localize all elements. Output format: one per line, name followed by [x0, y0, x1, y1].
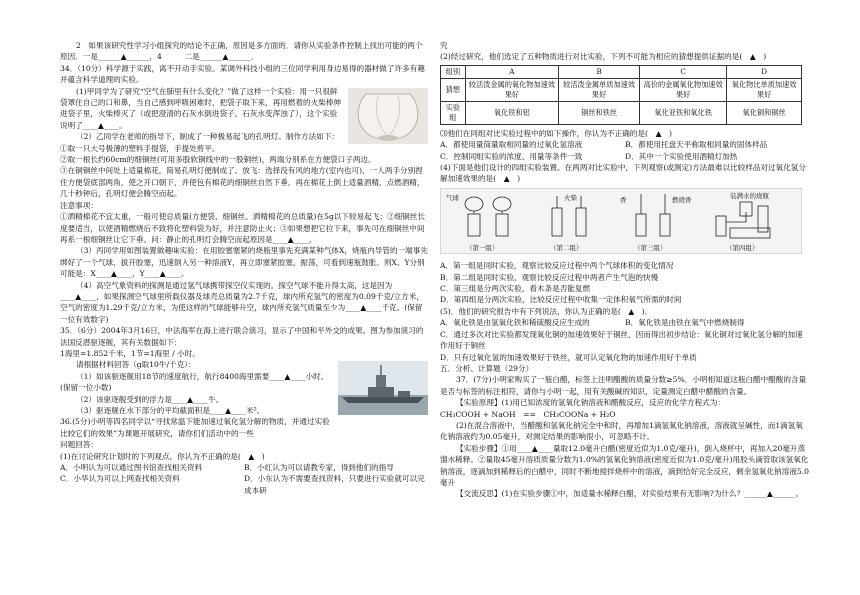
table-header-cell: A — [465, 65, 558, 78]
table-header-row — [441, 65, 802, 78]
figure-label-match: 火柴 — [564, 193, 577, 202]
q36-4-option-a: A．第一组是同时实验，观察比较反应过程中两个气球体积的变化情况 — [440, 261, 674, 271]
q36-1-option-b: B．小红认为可以请教专家，得到他们的指导 — [244, 463, 394, 473]
q36-intro: 36.(5分)小明等四名同学以“寻找常温下能加速过氧化氢分解的物质，并通过实验比较它们的效果”为课题开展研究，请你们们活动中的一些 — [60, 417, 330, 438]
q36-1-options-ab — [60, 462, 428, 473]
q36-5-option-b: B．氧化铁是由铁在氧气中燃烧制得 — [625, 318, 745, 328]
q36-3-options-ab — [440, 139, 810, 150]
table-row-label: 实验组 — [441, 101, 466, 124]
q34-3: （3）丙同学用如图装置做趣味实验：在用胶塞塞紧的烧瓶里事先充满某种气体X，烧瓶内导管的一端事先绑好了一个气球，拔开胶塞，迅速倒入另一种溶液Y，再立即塞紧胶塞，振荡，可看到速瓶鼓胀。则X、Y分别可能是：X____▲____，Y____▲____。 — [60, 246, 428, 279]
q36-3: ⑶他们在同组对比实验过程中的如下操作，你认为不正确的是( ▲ ) — [440, 128, 672, 138]
left-column — [60, 40, 428, 496]
figure-label-water-flask: 装满水的烧瓶 — [730, 191, 769, 200]
comparison-table — [440, 65, 802, 125]
table-cell: 氧化铜和铜丝 — [727, 101, 802, 124]
q34-intro: 34．（10分）科学源于实践，离不开动手实验。某调外科技小组的三位同学利用身边易得的器材做了许多有趣并蕴含科学道理的实验。 — [60, 63, 425, 85]
table-row-label: 猜想 — [441, 78, 466, 101]
experiment-apparatus-figure — [440, 188, 802, 254]
notes-title: 注意事项： — [60, 200, 98, 210]
q36-3-option-c: C．控制同组实验的浓度、用量等条件一致 — [440, 151, 583, 161]
q36-1-options-cd — [60, 473, 428, 496]
q36-5-option-a: A．氧化铁是由氢氧化铁和稀硫酸反应生成的 — [440, 318, 590, 328]
q36-3-options-cd — [440, 151, 810, 162]
figure-label-group-1: （第一组） — [466, 243, 499, 252]
q35-unit: 1海里=1.852千米，1节=1海里 / 小时。 — [60, 348, 200, 358]
q36-3-option-d: D．其中一个实验使用酒精灯加热 — [625, 151, 738, 161]
q37-principle: 【实验原理】(1)用已知浓度的氢氧化钠溶液和醋酸反应，反应的化学方程式为： — [456, 398, 725, 408]
q36-4-option-b: B．第二组是同时实验，观察比较反应过程中两者产生气泡的快慢 — [440, 272, 659, 282]
q35-1: （1）如该驱逐舰用18节的速度航行，航行8400海里需要____▲____小时。(保留一位小数) — [60, 371, 329, 393]
q36-3-option-b: B．都使用托盘天平称取相同量的固体样品 — [625, 140, 768, 150]
step-1: ①取一只大号极薄的塑料手提袋，手提处剪平。 — [60, 143, 220, 153]
figure-label-group-4: （第四组） — [726, 243, 759, 252]
table-cell: 高价的金属氧化物加速效果好 — [640, 78, 727, 101]
table-header-cell: D — [727, 65, 802, 78]
table-row — [441, 78, 802, 101]
table-cell: 较活泼金属的氧化物加速效果好 — [465, 78, 558, 101]
q36-1-option-a: A．小明认为可以通过图书馆查找相关资料 — [60, 463, 203, 473]
table-header-cell: C — [640, 65, 727, 78]
q36-5-options-ab — [440, 317, 810, 328]
table-header-cell: B — [559, 65, 640, 78]
q36-1-option-d: D．小东认为不需要查找资料，只要进行实验就可以完成本研 — [244, 474, 425, 495]
q36-4: (4)下面是他们设计的四组实验装置。在两两对比实验中，下列观察(或测定)方法最难以比较样品对过氧化氢分解加速效果的是( ▲ ) — [440, 163, 806, 184]
q35-intro: 35．（6分）2004年3月16日，中法海军在海上进行联合演习，显示了中国和平外交的成果。图为参加演习的法国反潜驱逐舰，其有关数据如下： — [60, 326, 424, 347]
q36-1: (1)在讨论研究计划时的下列观点，你认为不正确的是( ▲ ) — [60, 451, 265, 461]
q37-principle-2: (2)在混合溶液中，当醋酸和氢氧化钠完全中和时，再增加1滴氢氧化钠溶液，溶液就呈碱性，而1滴氢氧化钠溶液约为0.05毫升，对测定结果的影响很小，可忽略不计。 — [440, 420, 803, 442]
q36-5-option-c: C．通过多次对比实验都发现氧化铜的加速效果好于铜丝，因而得出初步结论：氧化铜对过氧化氢分解的加速作用好于铜丝 — [440, 329, 803, 351]
table-cell: 较活泼金属单质加速效果好 — [559, 78, 640, 101]
q37-reflection: 【交流反思】(1)在实验步骤①中，加适量水稀释白醋，对实验结果有无影响?为什么？______▲______。 — [456, 489, 804, 499]
figure-label-balloon: 气球 — [446, 193, 459, 202]
table-header-cell: 组别 — [441, 65, 466, 78]
q36-3-option-a: A．都使用量筒量取相同量的过氧化氢溶液 — [440, 140, 583, 150]
q37-intro: 37．(7分)小明家购买了一瓶白醋，标签上注明醋酸的质量分数≥5%．小明相知道这瓶白醋中醋酸的含量是否与标签的标注相符，请你与小明一起，用有关酸碱的知识，定量测定白醋中醋酸的含量。 — [440, 375, 807, 396]
step-2: ②取一根长约60cm的细铜丝(可用多股软铜线中的一股铜丝)，两端分别系在方便袋口子两边。 — [60, 155, 376, 165]
table-cell: 氧化铁和铝 — [465, 101, 558, 124]
figure-label-burning-incense: 燃烧香 — [672, 195, 692, 204]
table-cell: 铜丝和铁丝 — [559, 101, 640, 124]
flask-balloon-image — [348, 88, 428, 144]
q-prev: 2 如果该研究性学习小组探究的结论不正确，原因是多方面的．请你从实验条件控制上找出可能的两个原因．一是______▲______，4 二是______▲______． — [60, 41, 423, 62]
destroyer-ship-image — [338, 361, 428, 415]
q36-4-option-d: D．第四组是分两次实验，比较反应过程中收集一定体积氧气所需的时间 — [440, 295, 682, 305]
q37-steps: 【实验步骤】①用____▲____量取12.0毫升白醋(密度近似为1.0克/毫升)，倒入烧杯中，再加入20毫升蒸馏水稀释。②量取45毫升溶质质量分数为1.0%的氢氧化钠溶液(密度近似为1.0克/毫升)用胶头滴管取该氢氧化钠溶液，逐滴加到稀释后的白醋中，同时不断地搅拌烧杯中的溶液，滴到恰好完全反应，剩余氢氧化钠溶液5.0毫升 — [440, 443, 809, 487]
q34-2: （2）乙同学在老师的指导下，制成了一种极易起飞的孔明灯。制作方法如下： — [76, 132, 340, 142]
figure-label-group-2: （第二组） — [550, 243, 583, 252]
step-3: ③在铜铜丝中间处上适量棉花，简易孔明灯便制成了。放飞：选择没有风的地方(室内也可)，一人两手分别捏住方便袋底部两角，使之开口朝下，并使包有棉花的细铜丝自然下垂。再在棉花上倒上适量酒精，点燃酒精，几十秒钟后，孔明灯便会腾空而起。 — [60, 166, 425, 199]
table-row — [441, 101, 802, 124]
q35-cue: 请根据材料回答（g取10牛/千克）： — [76, 360, 196, 370]
q36-4-option-c: C．第三组是分两次实验，看木条是否能复燃 — [440, 284, 591, 294]
q36-question: 问题回答： — [60, 440, 98, 450]
q36-continued: 究 — [440, 41, 448, 50]
figure-label-group-3: （第三组） — [634, 243, 667, 252]
table-cell: 氧化亚铁和氧化铁 — [640, 101, 727, 124]
table-cell: 氧化物比单质加速效果好 — [727, 78, 802, 101]
q35-3: （3）驱逐舰在水下部分的平均截面积是____▲____米²。 — [76, 406, 265, 415]
right-column — [440, 40, 810, 500]
q36-5-option-d: D．只有过氧化氢的加速效果好于铁丝，就可认定氧化物的加速作用好于单质 — [440, 352, 697, 362]
q34-1: (1)甲同学为了研究“空气在肺里有什么变化？”做了这样一个实验：用一只很鲜袋罩住自己的口和鼻，当自己感到呼吸困难时，把袋子取下来，再用燃着的火柴棒伸进袋子里，火柴棒灭了（或把澄清的石灰水倒进袋子，石灰水变浑浊了），这个实验说明了____▲____。 — [60, 86, 341, 130]
q35-2: （2）该驱逐舰受到的浮力是____▲____牛。 — [76, 394, 224, 404]
note-1: ①洒精棉花不宜太重，一般可使总质量(方便袋、细铜丝、洒精棉花的总质量)在5g以下较易起飞；②细铜丝长度要适当，以使酒精燃烧后不致将化塑料袋为好，并注意防止火；③如果想把它拉下来，事先可在细铜丝中间再系一根细铜丝让它下垂。问：静止的孔明灯会腾空而起原因是____▲____， — [60, 212, 425, 244]
q37-equation: CH₃COOH + NaOH == CH₃COONa + H₂O — [440, 409, 616, 419]
figure-label-incense: 香 — [620, 195, 627, 204]
section-5-heading: 五．分析、计算题（29分） — [440, 363, 534, 373]
q34-4: （4）高空气象资料的探测是通过氢气球携带探空仪实现的。探空气球不能升得太高，这是因为____▲____，如果探测空气球里所载仪器及球壳总质量为2.7千克，球内所充氢气的密度为0.09千克/立方米，空气的密度为1.29千克/立方米，为使这样的气球能够升空，球内所充氢气质量至少为____▲____千克。(保留一位有效数字) — [60, 280, 424, 324]
q36-1-option-c: C．小华认为可以上网查找相关资料 — [60, 474, 180, 484]
q36-2: (2)经过研究，他们选定了五种物质进行对比实验，下列不可能为相应的猜想提供证据的是( ▲ ) — [440, 52, 767, 62]
q36-5: (5)．他们的研究报告中有下列说法，你认为正确的是( ▲ )． — [440, 306, 653, 316]
